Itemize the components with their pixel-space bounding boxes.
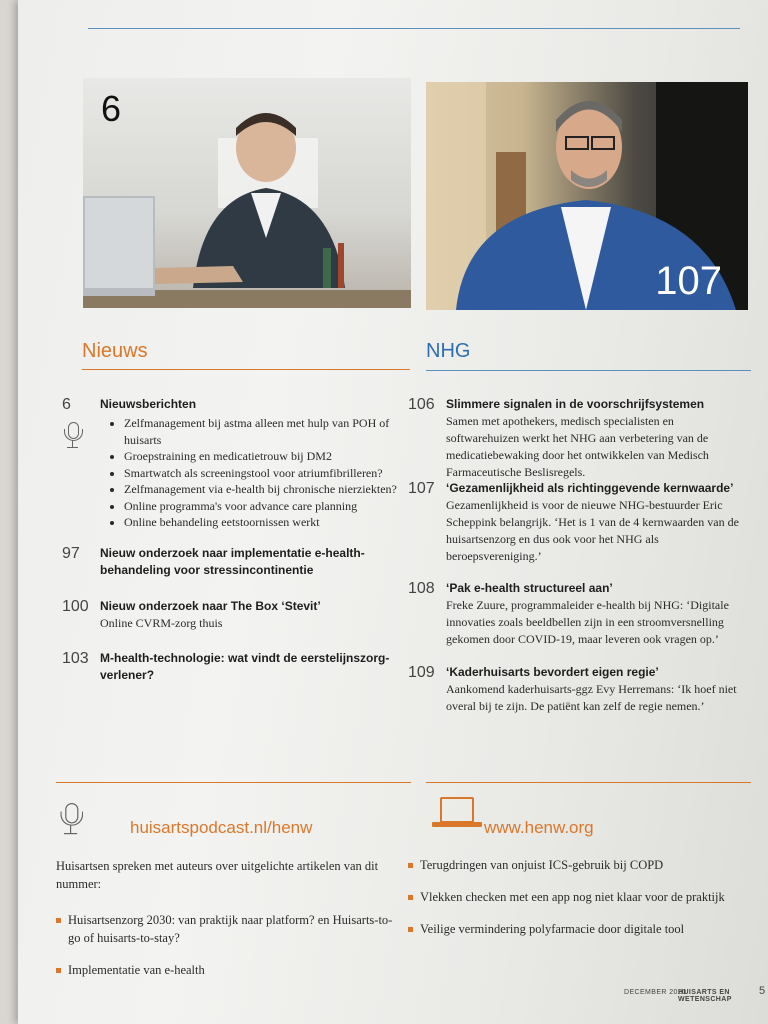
photo-man-in-blue-jacket <box>426 82 748 310</box>
man-at-laptop-illustration <box>83 78 411 308</box>
footer-magazine-name: HUISARTS EN WETENSCHAP <box>678 989 732 1003</box>
toc-subtitle: Samen met apothekers, medisch specialisten en softwarehuizen werkt het NHG aan verbetering van de medicatiebewaking door het ontwikkelen van Medisch Farmaceutische Beslisregels. <box>446 414 709 479</box>
podcast-list <box>56 911 396 993</box>
toc-page-number: 106 <box>408 396 435 413</box>
toc-entry[interactable] <box>62 650 402 684</box>
list-item: • Online programma's voor advance care planning <box>124 498 407 515</box>
photo-man-at-laptop <box>83 78 411 308</box>
footer-date: DECEMBER 2020 <box>624 989 687 996</box>
section-divider <box>426 370 751 371</box>
toc-entry[interactable] <box>408 396 748 481</box>
list-item[interactable]: Vlekken checken met een app nog niet klaar voor de praktijk <box>408 888 728 906</box>
toc-title: Slimmere signalen in de voorschrijfsystemen <box>446 397 705 411</box>
toc-title: M-health-technologie: wat vindt de eerstelijnszorg-verlener? <box>100 651 390 682</box>
list-item: • Zelfmanagement via e-health bij chronische nierziekten? <box>124 481 407 498</box>
toc-page-number: 103 <box>62 650 89 667</box>
section-heading-nieuws: Nieuws <box>82 340 148 362</box>
toc-page-number: 6 <box>62 396 71 413</box>
toc-page-number: 100 <box>62 598 89 615</box>
photo-page-number: 6 <box>101 88 122 129</box>
bottom-divider <box>426 782 751 783</box>
list-item[interactable]: Terugdringen van onjuist ICS-gebruik bij COPD <box>408 856 728 874</box>
bottom-divider <box>56 782 411 783</box>
photo-page-number: 107 <box>655 259 722 303</box>
toc-entry[interactable] <box>408 480 748 565</box>
toc-title: Nieuwsberichten <box>100 397 197 411</box>
toc-page-number: 97 <box>62 545 80 562</box>
toc-title: Nieuw onderzoek naar The Box ‘Stevit’ <box>100 599 321 613</box>
list-item: • Zelfmanagement bij astma alleen met hulp van POH of huisarts <box>124 415 407 448</box>
toc-subtitle: Freke Zuure, programmaleider e-health bij NHG: ‘Digitale innovaties zoals beeldbellen zijn in een stroomversnelling gekomen door COVID-19, maar leveren ook vragen op.’ <box>446 598 729 646</box>
news-bullet-list <box>100 415 407 531</box>
toc-entry[interactable] <box>62 396 407 531</box>
list-item: • Smartwatch als screeningstool voor atriumfibrilleren? <box>124 465 407 482</box>
footer-page-number: 5 <box>759 985 766 997</box>
toc-title: ‘Kaderhuisarts bevordert eigen regie’ <box>446 665 659 679</box>
toc-page-number: 107 <box>408 480 435 497</box>
podcast-link[interactable]: huisartspodcast.nl/henw <box>130 818 313 837</box>
toc-subtitle: Online CVRM-zorg thuis <box>100 616 223 630</box>
toc-entry[interactable] <box>62 598 402 632</box>
toc-title: Nieuw onderzoek naar implementatie e-health-behandeling voor stressincontinentie <box>100 546 365 577</box>
laptop-icon <box>432 797 482 827</box>
list-item[interactable]: Veilige vermindering polyfarmacie door digitale tool <box>408 920 728 938</box>
toc-page-number: 108 <box>408 580 435 597</box>
list-item[interactable]: Implementatie van e-health <box>56 961 396 979</box>
toc-entry[interactable] <box>62 545 402 579</box>
list-item: • Groepstraining en medicatietrouw bij DM2 <box>124 448 407 465</box>
top-divider <box>88 28 740 29</box>
website-link[interactable]: www.henw.org <box>484 818 594 837</box>
toc-title: ‘Pak e-health structureel aan’ <box>446 581 613 595</box>
list-item: • Online behandeling eetstoornissen werkt <box>124 514 407 531</box>
podcast-intro: Huisartsen spreken met auteurs over uitgelichte artikelen van dit nummer: <box>56 859 379 891</box>
section-divider <box>82 369 410 370</box>
toc-entry[interactable] <box>408 664 748 715</box>
toc-page-number: 109 <box>408 664 435 681</box>
toc-subtitle: Aankomend kaderhuisarts-ggz Evy Herremans: ‘Ik hoef niet overal bij te zijn. De patiënt kan zelf de regie nemen.’ <box>446 682 737 713</box>
list-item[interactable]: Huisartsenzorg 2030: van praktijk naar platform? en Huisarts-to-go of huisarts-to-stay? <box>56 911 396 947</box>
toc-entry[interactable] <box>408 580 748 648</box>
magazine-page <box>18 0 768 1024</box>
section-heading-nhg: NHG <box>426 340 471 362</box>
website-list <box>408 856 728 952</box>
toc-title: ‘Gezamenlijkheid als richtinggevende kernwaarde’ <box>446 481 734 495</box>
toc-subtitle: Gezamenlijkheid is voor de nieuwe NHG-bestuurder Eric Scheppink belangrijk. ‘Het is 1 van de 4 kernwaarden van de huisartsenzorg en dus ook voor het NHG als beroepsvereniging.’ <box>446 498 739 563</box>
